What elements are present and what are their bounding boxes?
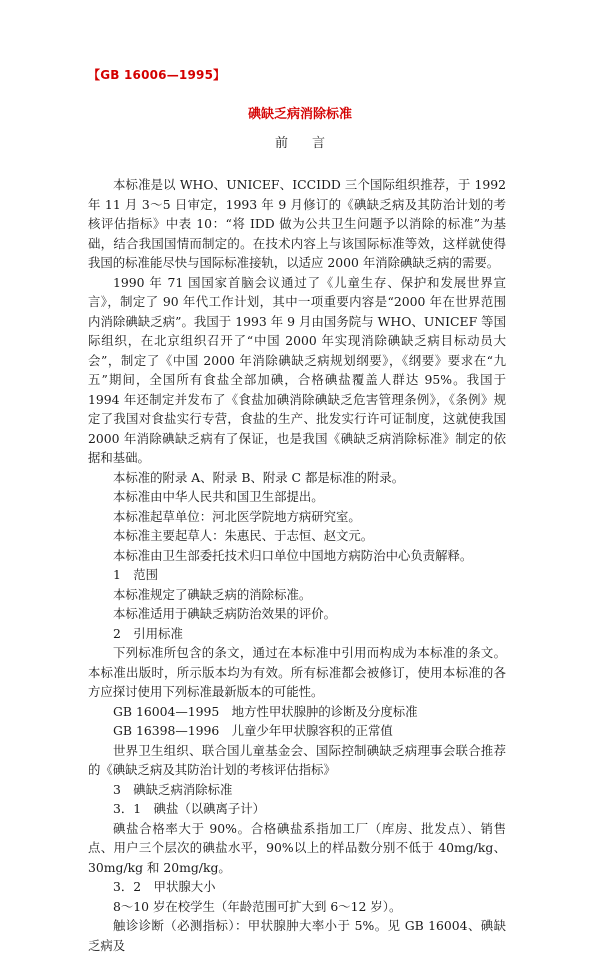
document-body — [88, 175, 506, 955]
paragraph-12: 8～10 岁在校学生（年龄范围可扩大到 6～12 岁）。 — [113, 898, 402, 914]
paragraph-2: 1990 年 71 国国家首脑会议通过了《儿童生存、保护和发展世界宣言》，制定了 90 年代工作计划，其中一项重要内容是“2000 年在世界范围内消除碘缺乏病”。我国于 1993 年 9 月由国务院与 WHO、UNICEF 等国际组织，在北京组织召开了“中国 2000 年实现消除碘缺乏病目标动员大会”，制定了《中国 2000 年消除碘缺乏病规划纲要》，《纲要》要求在“九五”期间，全国所有食盐全部加碘，合格碘盐覆盖人群达 95%。我国于 1994 年还制定并发布了《食盐加碘消除碘缺乏危害管理条例》，《条例》规定了我国对食盐实行专营，食盐的生产、批发实行许可证制度，这就使我国 2000 年消除碘缺乏病有了保证，也是我国《碘缺乏病消除标准》制定的依据和基础。 — [88, 274, 506, 465]
paragraph-7: 本标准由卫生部委托技术归口单位中国地方病防治中心负责解释。 — [113, 547, 473, 563]
section-heading-scope: 1 范围 — [113, 567, 159, 582]
paragraph-3: 本标准的附录 A、附录 B、附录 C 都是标准的附录。 — [113, 469, 405, 485]
paragraph-9: 本标准适用于碘缺乏病防治效果的评价。 — [113, 606, 337, 621]
reference-3: 世界卫生组织、联合国儿童基金会、国际控制碘缺乏病理事会联合推荐的《碘缺乏病及其防治计划的考核评估指标》 — [88, 742, 506, 777]
document-title: 碘缺乏病消除标准 — [247, 107, 352, 122]
preface-heading: 前言 — [274, 136, 349, 151]
subsection-heading-thyroid: 3．2 甲状腺大小 — [113, 879, 216, 894]
paragraph-10: 下列标准所包含的条文，通过在本标准中引用而构成为本标准的条文。本标准出版时，所示版本均为有效。所有标准都会被修订，使用本标准的各方应探讨使用下列标准最新版本的可能性。 — [88, 645, 506, 699]
paragraph-11: 碘盐合格率大于 90%。合格碘盐系指加工厂（库房、批发点）、销售点、用户三个层次的碘盐水平，90%以上的样品数分别不低于 40mg/kg、30mg/kg 和 20mg/kg。 — [88, 820, 506, 875]
paragraph-4: 本标准由中华人民共和国卫生部提出。 — [113, 489, 324, 504]
paragraph-8: 本标准规定了碘缺乏病的消除标准。 — [113, 586, 312, 602]
section-heading-references: 2 引用标准 — [113, 625, 183, 641]
standard-code: 【GB 16006—1995】 — [88, 68, 226, 82]
reference-2: GB 16398—1996 儿童少年甲状腺容积的正常值 — [113, 723, 393, 738]
subsection-heading-salt: 3．1 碘盐（以碘离子计） — [113, 801, 266, 816]
paragraph-6: 本标准主要起草人：朱惠民、于志恒、赵文元。 — [113, 528, 374, 543]
section-heading-criteria: 3 碘缺乏病消除标准 — [113, 781, 233, 797]
paragraph-1: 本标准是以 WHO、UNICEF、ICCIDD 三个国际组织推荐，于 1992 年 11 月 3～5 日审定，1993 年 9 月修订的《碘缺乏病及其防治计划的考核评估指标》中表 10：“将 IDD 做为公共卫生问题予以消除的标准”为基础，结合我国国情而制定的。在技术内容上与该国际标准等效，这样就使得我国的标准能尽快与国际标准接轨，以适应 2000 年消除碘缺乏病的需要。 — [88, 177, 506, 270]
paragraph-5: 本标准起草单位：河北医学院地方病研究室。 — [113, 508, 361, 524]
paragraph-13: 触诊诊断（必测指标）：甲状腺肿大率小于 5%。见 GB 16004、碘缺乏病及 — [88, 918, 506, 953]
reference-1: GB 16004—1995 地方性甲状腺肿的诊断及分度标准 — [113, 703, 418, 719]
